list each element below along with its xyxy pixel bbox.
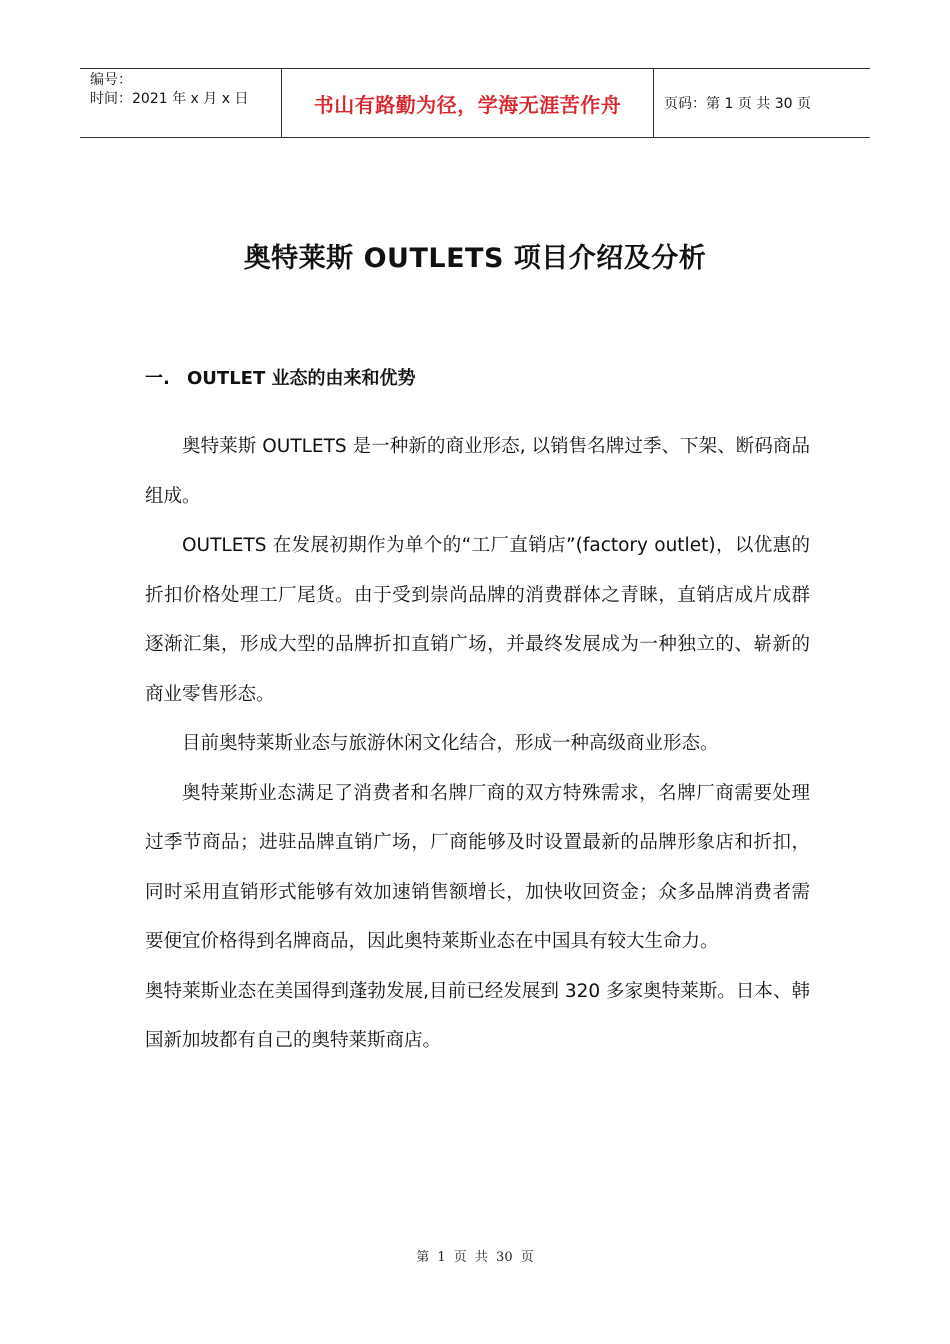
body-text xyxy=(145,422,810,1066)
date-label: 时间：2021 年 x 月 x 日 xyxy=(90,91,249,107)
page-footer: 第 1 页 共 30 页 xyxy=(416,1250,534,1265)
page-header xyxy=(80,68,870,138)
section-heading xyxy=(145,364,416,390)
section-title: OUTLET 业态的由来和优势 xyxy=(187,368,416,389)
paragraph: 奥特莱斯 OUTLETS 是一种新的商业形态, 以销售名牌过季、下架、断码商品组成。 xyxy=(145,436,810,507)
header-meta xyxy=(80,69,281,137)
paragraph: 目前奥特莱斯业态与旅游休闲文化结合，形成一种高级商业形态。 xyxy=(182,733,719,754)
paragraph: 奥特莱斯业态满足了消费者和名牌厂商的双方特殊需求，名牌厂商需要处理过季节商品；进驻品牌直销广场，厂商能够及时设置最新的品牌形象店和折扣，同时采用直销形式能够有效加速销售额增长，加快收回资金；众多品牌消费者需要便宜价格得到名牌商品，因此奥特莱斯业态在中国具有较大生命力。 xyxy=(145,782,810,952)
paragraph: 奥特莱斯业态在美国得到蓬勃发展,目前已经发展到 320 多家奥特莱斯。日本、韩国新加坡都有自己的奥特莱斯商店。 xyxy=(145,980,810,1051)
header-motto: 书山有路勤为径，学海无涯苦作舟 xyxy=(281,69,654,137)
header-page-info: 页码：第 1 页 共 30 页 xyxy=(664,96,811,112)
document-title: 奥特莱斯 OUTLETS 项目介绍及分析 xyxy=(243,243,707,274)
paragraph: OUTLETS 在发展初期作为单个的“工厂直销店”(factory outlet)，以优惠的折扣价格处理工厂尾货。由于受到崇尚品牌的消费群体之青睐，直销店成片成群逐渐汇集，形成大型的品牌折扣直销广场，并最终发展成为一种独立的、崭新的商业零售形态。 xyxy=(145,535,810,705)
section-number: 一. xyxy=(145,368,170,389)
number-label: 编号： xyxy=(90,72,132,88)
